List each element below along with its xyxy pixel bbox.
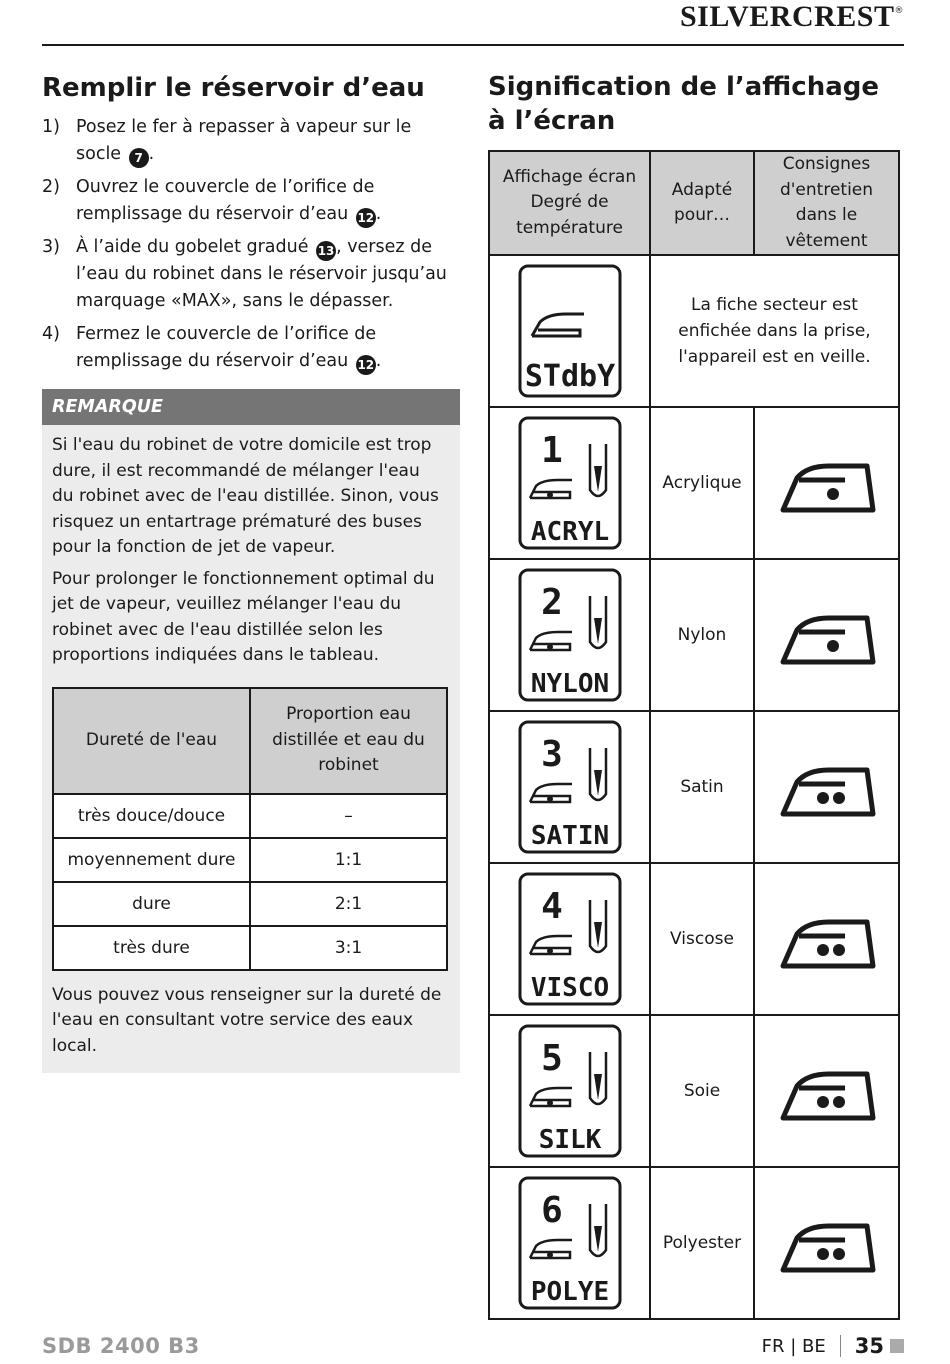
brand-name: SILVERCREST — [680, 0, 895, 33]
step-text-content: Posez le fer à repasser à vapeur sur le socle — [76, 117, 412, 164]
lcd-display-icon — [518, 416, 622, 550]
iron-two-dots-icon — [777, 754, 877, 820]
step-text — [76, 321, 460, 375]
part-ref-badge: 13 — [316, 241, 336, 261]
table-header-ratio: Proportion eau distillée et eau du robinet — [250, 688, 447, 794]
table-row — [53, 926, 447, 970]
temperature-dot — [827, 488, 839, 500]
lcd-display-icon — [518, 568, 622, 702]
table-row — [53, 838, 447, 882]
step-number: 1) — [42, 117, 60, 137]
step-item — [42, 114, 460, 168]
iron-one-dot-icon — [777, 602, 877, 668]
fabric-cell: Polyester — [650, 1167, 754, 1319]
lcd-level: 5 — [540, 1038, 563, 1079]
part-ref-badge: 7 — [129, 148, 149, 168]
temperature-row — [489, 863, 899, 1015]
lcd-level: 4 — [540, 886, 563, 927]
step-text-content: Fermez le couvercle de l’orifice de remplissage du réservoir d’eau — [76, 324, 377, 371]
lcd-text: NYLON — [530, 669, 609, 699]
lcd-text: SILK — [538, 1125, 601, 1155]
lcd-cell — [489, 1167, 650, 1319]
ratio-cell: 2:1 — [250, 882, 447, 926]
lcd-text: POLYE — [530, 1277, 609, 1307]
hardness-cell: très douce/douce — [53, 794, 250, 838]
hardness-cell: très dure — [53, 926, 250, 970]
fabric-cell: Satin — [650, 711, 754, 863]
table-header-row — [489, 151, 899, 255]
lcd-display-icon — [518, 872, 622, 1006]
lcd-cell — [489, 863, 650, 1015]
lcd-text: VISCO — [530, 973, 609, 1003]
right-column — [488, 70, 900, 1320]
temperature-row — [489, 559, 899, 711]
section-title-fill-tank: Remplir le réservoir d’eau — [42, 73, 425, 103]
ratio-cell: 3:1 — [250, 926, 447, 970]
table-header-display: Affichage écran Degré de température — [489, 151, 650, 255]
standby-lcd-cell — [489, 255, 650, 407]
brand-registered-mark: ® — [894, 6, 904, 16]
temperature-dot — [817, 1248, 829, 1260]
fabric-cell: Nylon — [650, 559, 754, 711]
step-item — [42, 234, 460, 315]
hardness-cell: moyennement dure — [53, 838, 250, 882]
step-text — [76, 234, 460, 315]
display-meaning-table — [488, 150, 900, 1320]
step-number: 4) — [42, 324, 60, 344]
ratio-cell: – — [250, 794, 447, 838]
table-row — [53, 882, 447, 926]
temperature-dot — [833, 944, 845, 956]
fabric-cell: Viscose — [650, 863, 754, 1015]
footer-separator — [840, 1335, 841, 1357]
fabric-cell: Acrylique — [650, 407, 754, 559]
lcd-cell — [489, 407, 650, 559]
water-hardness-table — [52, 687, 448, 971]
care-symbol-cell — [754, 711, 899, 863]
standby-description: La fiche secteur est enfichée dans la prise, l'appareil est en veille. — [650, 255, 899, 407]
temperature-dot — [817, 944, 829, 956]
step-item — [42, 321, 460, 375]
table-header-care: Consignes d'entretien dans le vêtement — [754, 151, 899, 255]
steps-list — [42, 114, 460, 375]
lcd-display-icon — [518, 720, 622, 854]
care-symbol-cell — [754, 559, 899, 711]
brand-logo — [680, 0, 904, 34]
temperature-dot — [833, 1096, 845, 1108]
temperature-dot — [833, 1248, 845, 1260]
temperature-rows — [489, 407, 899, 1319]
table-header-hardness: Dureté de l'eau — [53, 688, 250, 794]
lcd-cell — [489, 711, 650, 863]
step-item — [42, 174, 460, 228]
care-symbol-cell — [754, 1015, 899, 1167]
page-number: 35 — [854, 1334, 884, 1358]
temperature-row — [489, 711, 899, 863]
step-text — [76, 114, 460, 168]
note-paragraph: Vous pouvez vous renseigner sur la dureté de l'eau en consultant votre service des eaux local. — [52, 984, 442, 1056]
table-header-suitable: Adapté pour… — [650, 151, 754, 255]
lcd-level: 1 — [540, 430, 563, 471]
iron-two-dots-icon — [777, 1058, 877, 1124]
temperature-dot — [827, 640, 839, 652]
lcd-level: 6 — [540, 1190, 563, 1231]
temperature-dot — [817, 1096, 829, 1108]
care-symbol-cell — [754, 1167, 899, 1319]
temperature-row — [489, 407, 899, 559]
temperature-dot — [833, 792, 845, 804]
temperature-row — [489, 1015, 899, 1167]
lcd-display-icon — [518, 1024, 622, 1158]
note-heading: REMARQUE — [42, 389, 460, 425]
model-number: SDB 2400 B3 — [42, 1334, 200, 1358]
step-text — [76, 174, 460, 228]
part-ref-badge: 12 — [356, 208, 376, 228]
step-text-content: À l’aide du gobelet gradué — [76, 237, 309, 257]
left-column — [42, 70, 460, 1073]
step-text-end: , versez de l’eau du robinet dans le réservoir jusqu’au marquage «MAX», sans le dépasser. — [76, 237, 447, 311]
step-text-end: . — [148, 144, 155, 164]
step-text-end: . — [375, 351, 382, 371]
header-divider — [42, 44, 904, 46]
ratio-cell: 1:1 — [250, 838, 447, 882]
iron-two-dots-icon — [777, 1210, 877, 1276]
lcd-display-icon — [518, 1176, 622, 1310]
table-header-row — [53, 688, 447, 794]
hardness-cell: dure — [53, 882, 250, 926]
lcd-level: 3 — [540, 734, 563, 775]
step-number: 2) — [42, 177, 60, 197]
page-square-icon — [890, 1339, 904, 1353]
iron-one-dot-icon — [777, 450, 877, 516]
part-ref-badge: 12 — [356, 355, 376, 375]
iron-two-dots-icon — [777, 906, 877, 972]
note-paragraph: Pour prolonger le fonctionnement optimal du jet de vapeur, veuillez mélanger l'eau du robinet avec de l'eau distillée selon les proportions indiquées dans le tableau. — [52, 568, 435, 665]
standby-lcd-icon — [518, 264, 622, 398]
table-row — [53, 794, 447, 838]
lcd-text: SATIN — [530, 821, 609, 851]
standby-row — [489, 255, 899, 407]
language-label: FR | BE — [761, 1335, 826, 1357]
temperature-dot — [817, 792, 829, 804]
step-text-end: . — [375, 204, 382, 224]
step-number: 3) — [42, 237, 60, 257]
fabric-cell: Soie — [650, 1015, 754, 1167]
lcd-cell — [489, 1015, 650, 1167]
lcd-level: 2 — [540, 582, 563, 623]
note-paragraph: Si l'eau du robinet de votre domicile est trop dure, il est recommandé de mélanger l'eau du robinet avec de l'eau distillée. Sinon, vous risquez un entartrage prématuré des buses pour la fonction de jet de vapeur. — [52, 435, 439, 557]
note-box — [42, 389, 460, 1073]
lcd-text: ACRYL — [530, 517, 609, 547]
page-footer — [762, 1334, 904, 1358]
care-symbol-cell — [754, 863, 899, 1015]
step-text-content: Ouvrez le couvercle de l’orifice de remplissage du réservoir d’eau — [76, 177, 375, 224]
section-title-display-meaning: Signification de l’affichage à l’écran — [488, 72, 880, 136]
temperature-row — [489, 1167, 899, 1319]
lcd-text: STdbY — [524, 359, 615, 394]
care-symbol-cell — [754, 407, 899, 559]
lcd-cell — [489, 559, 650, 711]
